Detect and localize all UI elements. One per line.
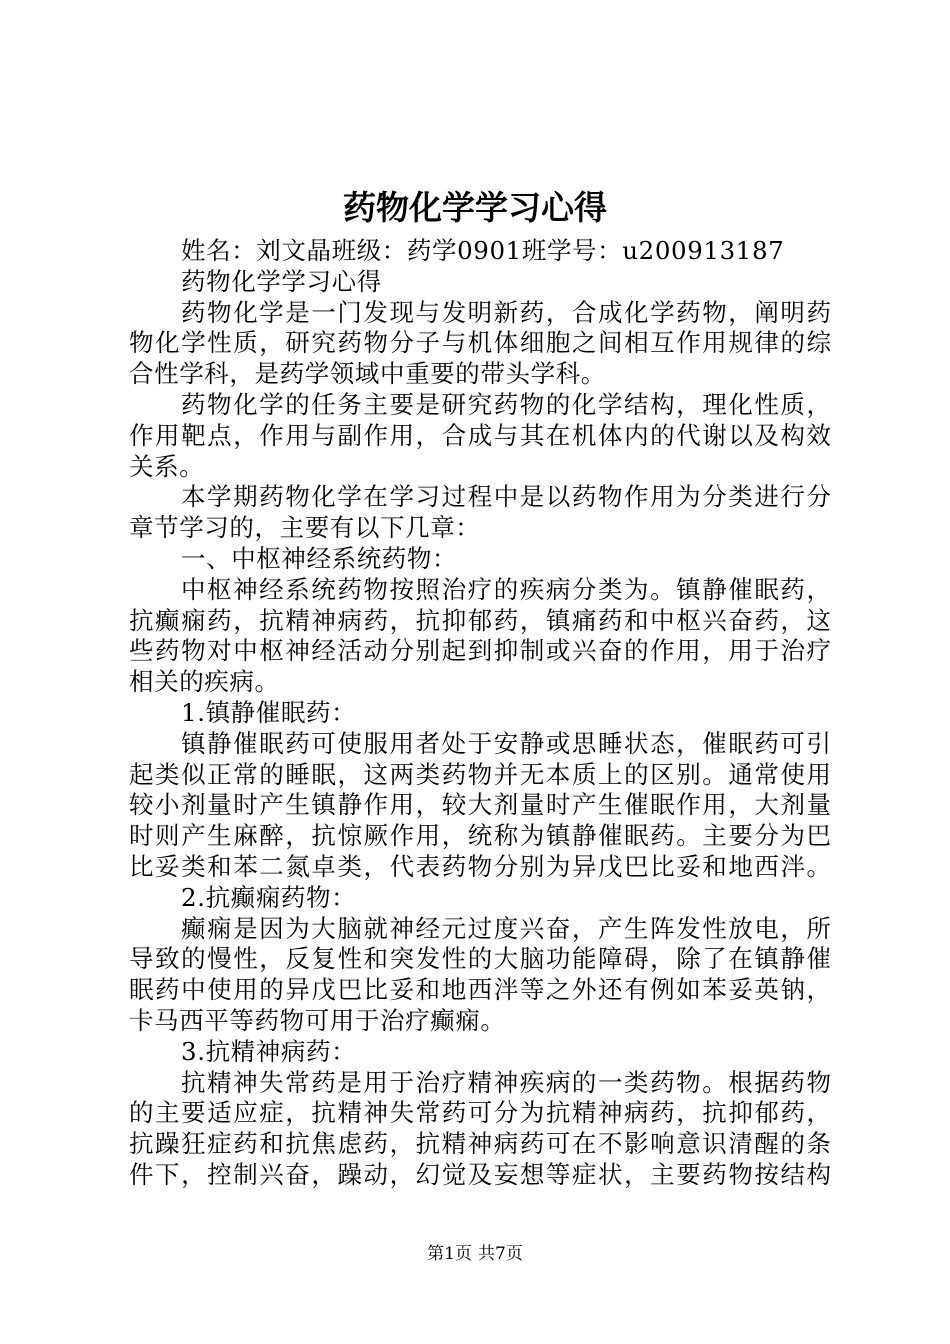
text-line: 抗躁狂症药和抗焦虑药，抗精神病药可在不影响意识清醒的条 — [129, 1129, 831, 1159]
text-line: 卡马西平等药物可用于治疗癫痫。 — [129, 1005, 506, 1035]
document-body — [129, 236, 831, 1191]
page-total: 共7页 — [478, 1244, 523, 1264]
text-line: 物化学性质，研究药物分子与机体细胞之间相互作用规律的综 — [129, 328, 831, 358]
text-line: 较小剂量时产生镇静作用，较大剂量时产生催眠作用，大剂量 — [129, 790, 831, 820]
text-line: 导致的慢性，反复性和突发性的大脑功能障碍，除了在镇静催 — [129, 944, 831, 974]
text-line: 作用靶点，作用与副作用，合成与其在机体内的代谢以及构效 — [129, 420, 831, 450]
text-line: 中枢神经系统药物按照治疗的疾病分类为。镇静催眠药， — [181, 574, 831, 604]
text-line: 药物化学是一门发现与发明新药，合成化学药物，阐明药 — [181, 297, 831, 327]
text-line: 件下，控制兴奋，躁动，幻觉及妄想等症状，主要药物按结构 — [129, 1159, 831, 1189]
text-line: 药物化学学习心得 — [181, 266, 382, 296]
text-line: 3.抗精神病药： — [181, 1036, 357, 1066]
text-line: 关系。 — [129, 451, 205, 481]
text-line: 些药物对中枢神经活动分别起到抑制或兴奋的作用，用于治疗 — [129, 636, 831, 666]
text-line: 1.镇静催眠药： — [181, 697, 357, 727]
text-line: 药物化学的任务主要是研究药物的化学结构，理化性质， — [181, 389, 831, 419]
text-line: 合性学科，是药学领域中重要的带头学科。 — [129, 359, 606, 389]
document-title: 药物化学学习心得 — [343, 188, 607, 227]
text-line: 相关的疾病。 — [129, 667, 280, 697]
text-line: 比妥类和苯二氮卓类，代表药物分别为异戊巴比妥和地西泮。 — [129, 851, 831, 881]
text-line: 时则产生麻醉，抗惊厥作用，统称为镇静催眠药。主要分为巴 — [129, 821, 831, 851]
text-line: 2.抗癫痫药物： — [181, 882, 357, 912]
text-line: 姓名：刘文晶班级：药学0901班学号：u200913187 — [181, 236, 785, 265]
text-line: 镇静催眠药可使服用者处于安静或思睡状态，催眠药可引 — [181, 728, 831, 758]
page-footer — [0, 1242, 950, 1266]
text-line: 一、中枢神经系统药物： — [181, 543, 458, 573]
text-line: 癫痫是因为大脑就神经元过度兴奋，产生阵发性放电，所 — [181, 913, 831, 943]
page-number: 第1页 — [427, 1244, 472, 1264]
text-line: 起类似正常的睡眠，这两类药物并无本质上的区别。通常使用 — [129, 759, 831, 789]
text-line: 抗精神失常药是用于治疗精神疾病的一类药物。根据药物 — [181, 1067, 831, 1097]
text-line: 的主要适应症，抗精神失常药可分为抗精神病药，抗抑郁药， — [129, 1098, 831, 1128]
text-line: 抗癫痫药，抗精神病药，抗抑郁药，镇痛药和中枢兴奋药，这 — [129, 605, 831, 635]
text-line: 本学期药物化学在学习过程中是以药物作用为分类进行分 — [181, 482, 831, 512]
text-line: 眠药中使用的异戊巴比妥和地西泮等之外还有例如苯妥英钠， — [129, 975, 831, 1005]
text-line: 章节学习的，主要有以下几章： — [129, 513, 481, 543]
